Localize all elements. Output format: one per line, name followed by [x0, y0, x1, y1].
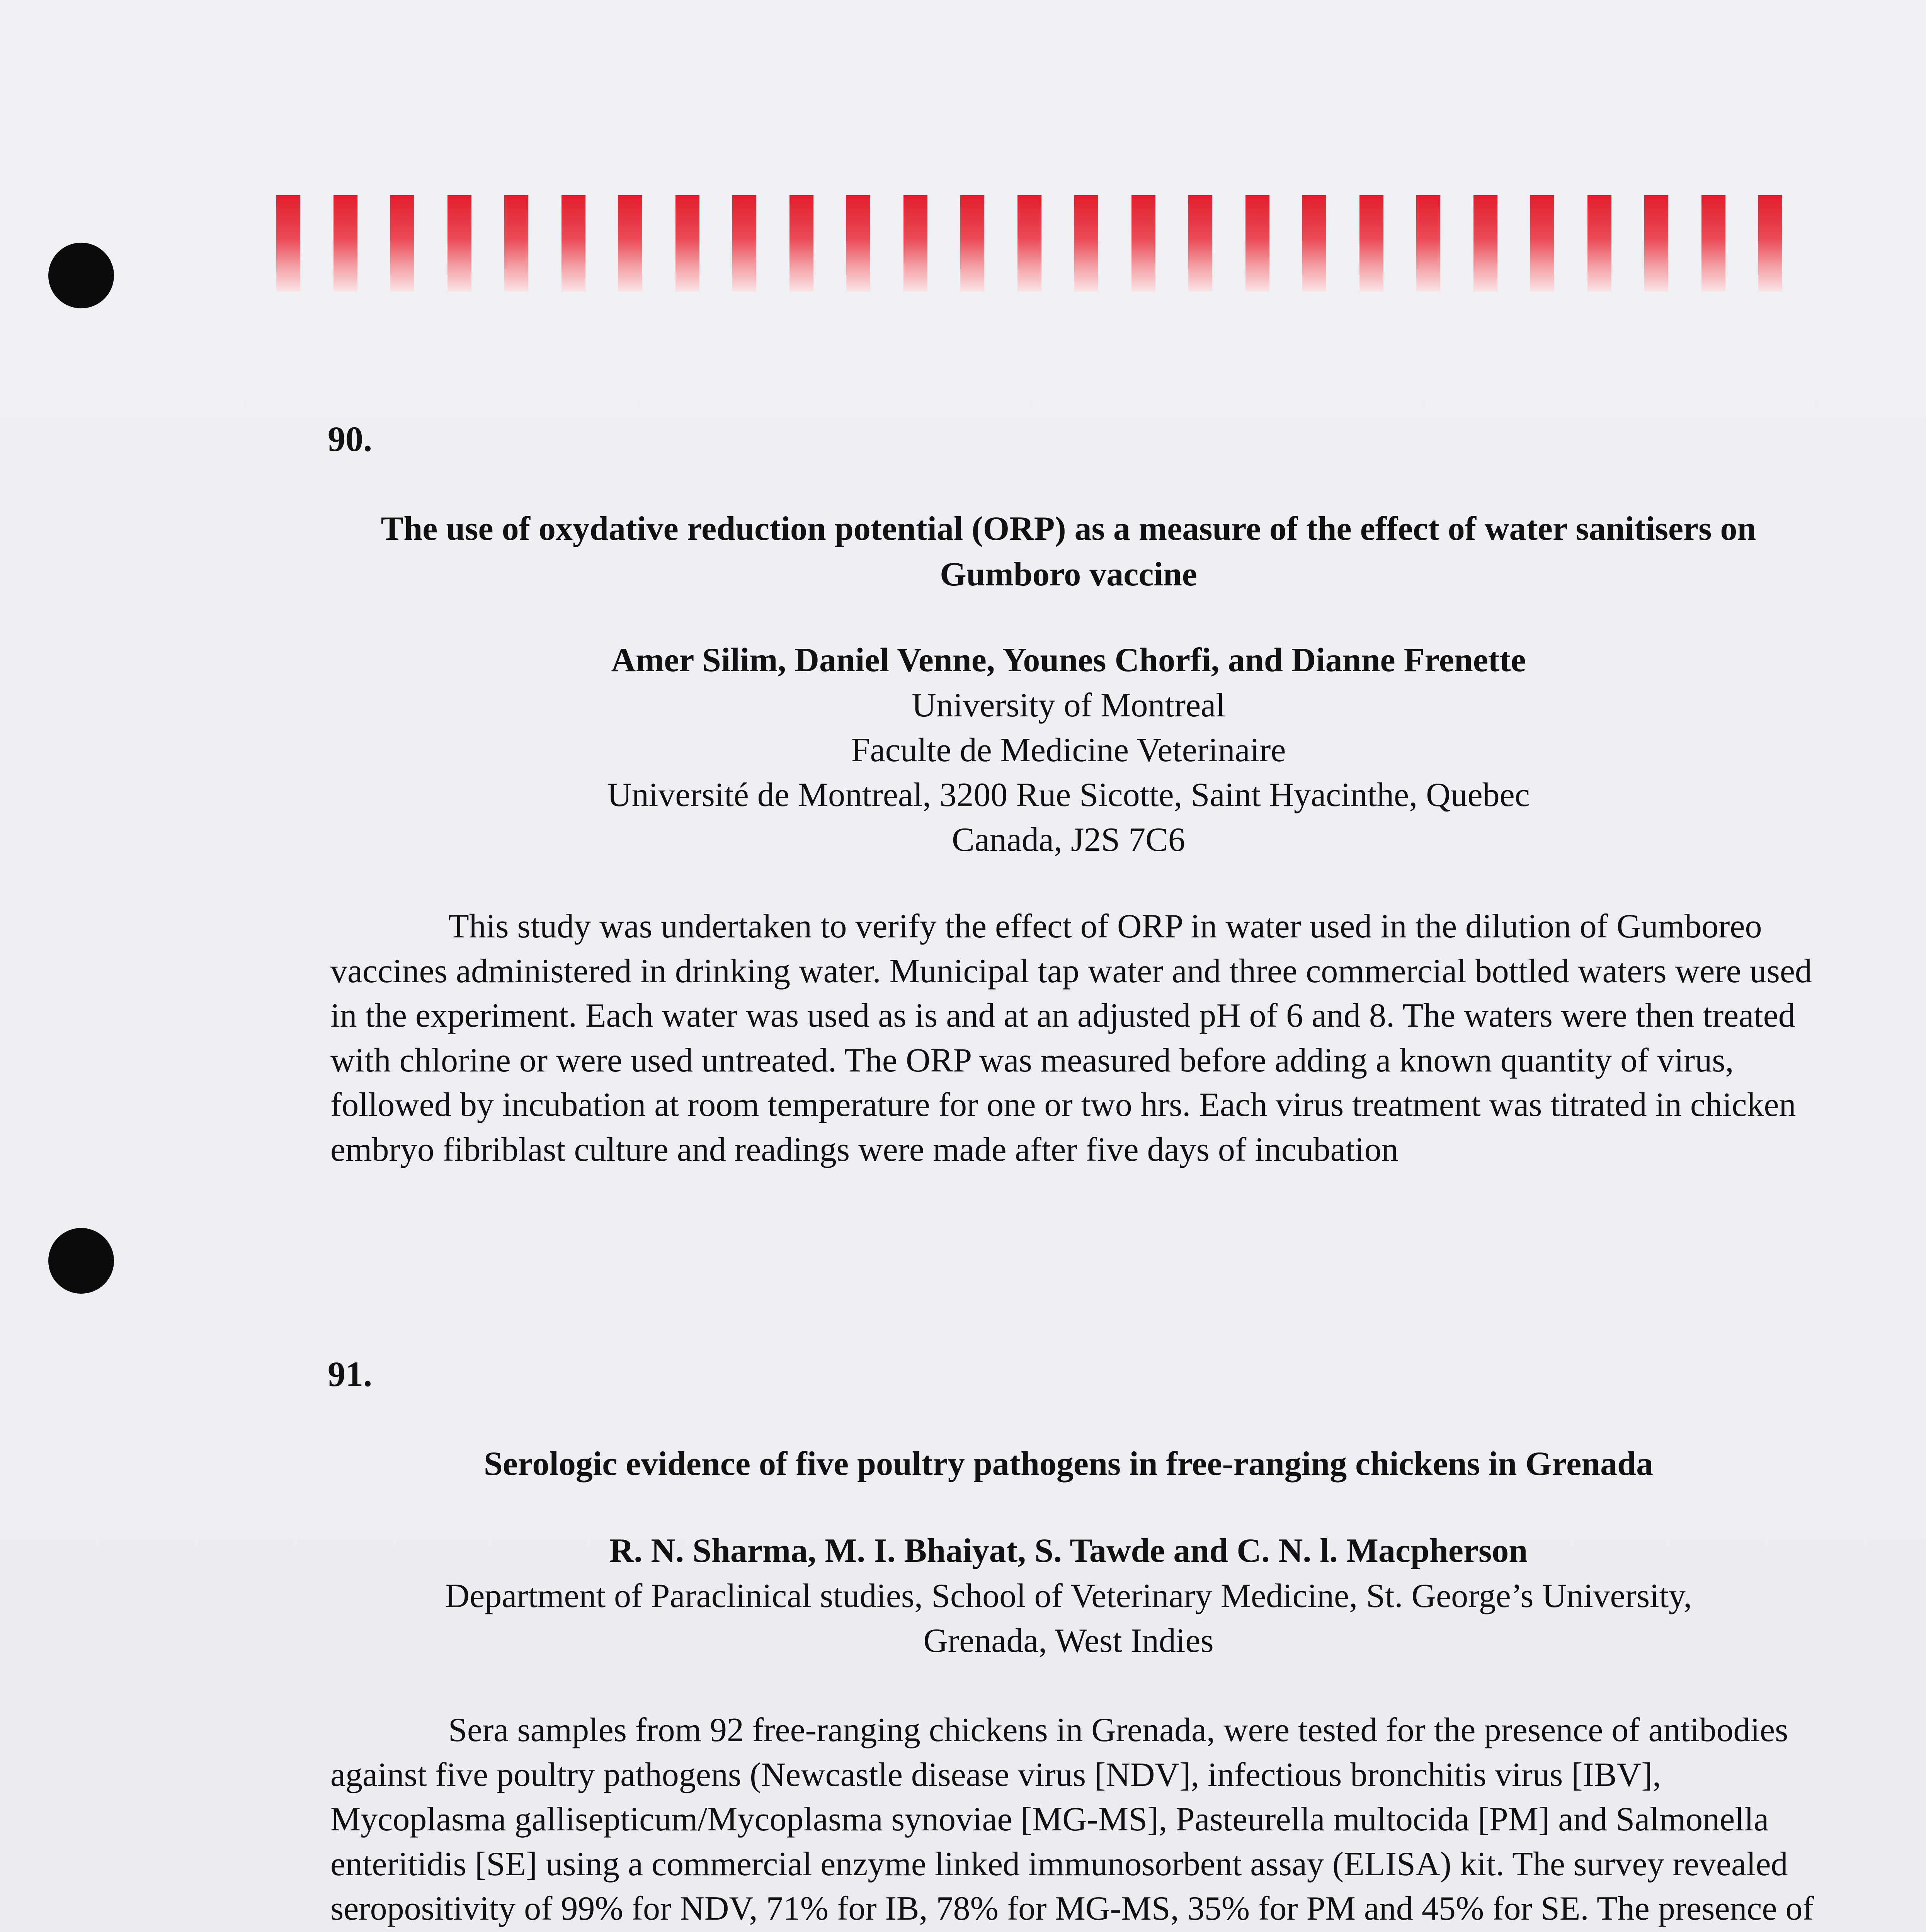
punch-hole-top [48, 243, 114, 308]
affiliation-line: Université de Montreal, 3200 Rue Sicotte, Saint Hyacinthe, Quebec [607, 776, 1530, 814]
abstract-title [328, 506, 1809, 597]
abstract-number: 90. [328, 419, 372, 459]
header-decoration [276, 195, 1805, 292]
abstract-affiliation [328, 683, 1809, 862]
abstract-title: Serologic evidence of five poultry pathogens in free-ranging chickens in Grenada [483, 1445, 1654, 1483]
header-bar [1473, 195, 1497, 292]
header-bar [846, 195, 870, 292]
header-bar [504, 195, 528, 292]
punch-hole-middle [48, 1228, 114, 1294]
affiliation-line: Grenada, West Indies [923, 1622, 1214, 1660]
abstract-body: This study was undertaken to verify the effect of ORP in water used in the dilution of Gumboreo vaccines administered in drinking water. Municipal tap water and three commercial bottled waters were used in the experiment. Each water was used as is and at an adjusted pH of 6 and 8. The waters were then treated with chlorine or were used untreated. The ORP was measured before adding a known quantity of virus, followed by incubation at room temperature for one or two hrs. Each virus treatment was titrated in chicken embryo fibriblast culture and readings were made after five days of incubation [330, 908, 1812, 1168]
header-bar [1416, 195, 1440, 292]
affiliation-line: Canada, J2S 7C6 [952, 821, 1185, 859]
header-bar [1131, 195, 1155, 292]
header-bar [390, 195, 414, 292]
header-bar [1188, 195, 1212, 292]
header-bar [1245, 195, 1269, 292]
header-bar [960, 195, 984, 292]
header-bar [447, 195, 471, 292]
header-bar [1644, 195, 1668, 292]
header-bar [618, 195, 642, 292]
affiliation-line: Faculte de Medicine Veterinaire [851, 731, 1286, 769]
header-bar [732, 195, 756, 292]
header-bar [276, 195, 300, 292]
header-bar [1587, 195, 1611, 292]
header-bar [903, 195, 927, 292]
header-bar [333, 195, 357, 292]
header-bar [561, 195, 585, 292]
abstract-title-text: The use of oxydative reduction potential (ORP) as a measure of the effect of water sanitisers on Gumboro vaccine [381, 510, 1756, 593]
header-bar [1701, 195, 1725, 292]
abstract-authors: Amer Silim, Daniel Venne, Younes Chorfi, and Dianne Frenette [611, 641, 1526, 679]
header-bar [1017, 195, 1041, 292]
header-bar [1302, 195, 1326, 292]
abstract-body: Sera samples from 92 free-ranging chickens in Grenada, were tested for the presence of antibodies against five poultry pathogens (Newcastle disease virus [NDV], infectious bronchitis virus [IBV], Mycoplasma gallisepticum/Mycoplasma synoviae [MG-MS], Pasteurella multocida [PM] and Salmonella enteritidis [SE] using a commercial enzyme linked immunosorbent assay (ELISA) kit. The survey revealed seropositivity of 99% for NDV, 71% for IB, 78% for MG-MS, 35% for PM and 45% for SE. The presence of [330, 1711, 1814, 1927]
header-bar [1530, 195, 1554, 292]
header-bar [1758, 195, 1782, 292]
abstract-affiliation [328, 1574, 1809, 1663]
abstract-number: 91. [328, 1354, 372, 1394]
header-bar [789, 195, 813, 292]
header-bar [675, 195, 699, 292]
abstract-authors: R. N. Sharma, M. I. Bhaiyat, S. Tawde and C. N. l. Macpherson [609, 1532, 1528, 1570]
affiliation-line: Department of Paraclinical studies, School of Veterinary Medicine, St. George’s University, [445, 1577, 1692, 1615]
affiliation-line: University of Montreal [912, 687, 1225, 724]
header-bar [1074, 195, 1098, 292]
header-bar [1359, 195, 1383, 292]
